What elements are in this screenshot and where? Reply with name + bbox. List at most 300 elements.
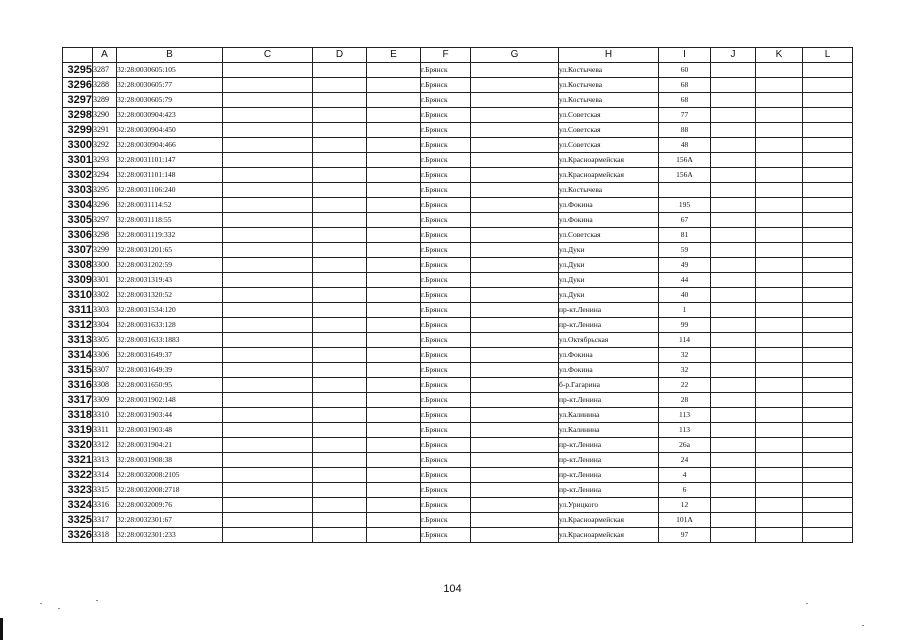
cell-f[interactable]: г.Брянск	[421, 78, 471, 93]
cell-h[interactable]: ул.Костычева	[559, 93, 659, 108]
cell-c[interactable]	[223, 123, 313, 138]
cell-j[interactable]	[711, 198, 756, 213]
cell-e[interactable]	[367, 303, 421, 318]
cell-c[interactable]	[223, 348, 313, 363]
cell-k[interactable]	[756, 93, 803, 108]
cell-k[interactable]	[756, 483, 803, 498]
cell-l[interactable]	[803, 318, 853, 333]
cell-f[interactable]: г.Брянск	[421, 63, 471, 78]
cell-d[interactable]	[313, 78, 367, 93]
row-number-cell[interactable]: 3326	[63, 528, 93, 543]
cell-l[interactable]	[803, 228, 853, 243]
cell-j[interactable]	[711, 78, 756, 93]
cell-a[interactable]: 3300	[93, 258, 117, 273]
cell-i[interactable]: 4	[659, 468, 711, 483]
row-number-cell[interactable]: 3309	[63, 273, 93, 288]
cell-j[interactable]	[711, 273, 756, 288]
cell-f[interactable]: г.Брянск	[421, 408, 471, 423]
cell-g[interactable]	[471, 513, 559, 528]
column-header[interactable]: D	[313, 48, 367, 63]
cell-h[interactable]: ул.Фокина	[559, 198, 659, 213]
cell-b[interactable]: 32:28:0031534:120	[117, 303, 223, 318]
cell-h[interactable]: ул.Фокина	[559, 348, 659, 363]
cell-f[interactable]: г.Брянск	[421, 423, 471, 438]
cell-i[interactable]: 156А	[659, 168, 711, 183]
cell-g[interactable]	[471, 123, 559, 138]
cell-f[interactable]: г.Брянск	[421, 183, 471, 198]
cell-l[interactable]	[803, 168, 853, 183]
cell-b[interactable]: 32:28:0031202:59	[117, 258, 223, 273]
cell-g[interactable]	[471, 423, 559, 438]
cell-c[interactable]	[223, 168, 313, 183]
cell-c[interactable]	[223, 408, 313, 423]
cell-b[interactable]: 32:28:0032301:67	[117, 513, 223, 528]
cell-f[interactable]: г.Брянск	[421, 468, 471, 483]
column-header[interactable]: C	[223, 48, 313, 63]
cell-g[interactable]	[471, 348, 559, 363]
cell-e[interactable]	[367, 408, 421, 423]
cell-g[interactable]	[471, 273, 559, 288]
cell-d[interactable]	[313, 183, 367, 198]
cell-f[interactable]: г.Брянск	[421, 528, 471, 543]
cell-g[interactable]	[471, 468, 559, 483]
cell-i[interactable]: 99	[659, 318, 711, 333]
cell-h[interactable]: пр-кт.Ленина	[559, 303, 659, 318]
row-number-cell[interactable]: 3322	[63, 468, 93, 483]
cell-i[interactable]	[659, 183, 711, 198]
cell-e[interactable]	[367, 243, 421, 258]
row-number-cell[interactable]: 3305	[63, 213, 93, 228]
row-number-cell[interactable]: 3303	[63, 183, 93, 198]
cell-h[interactable]: ул.Фокина	[559, 363, 659, 378]
cell-a[interactable]: 3310	[93, 408, 117, 423]
cell-b[interactable]: 32:28:0032301:233	[117, 528, 223, 543]
cell-g[interactable]	[471, 303, 559, 318]
cell-j[interactable]	[711, 213, 756, 228]
cell-d[interactable]	[313, 168, 367, 183]
cell-h[interactable]: пр-кт.Ленина	[559, 393, 659, 408]
cell-d[interactable]	[313, 108, 367, 123]
column-header[interactable]: A	[93, 48, 117, 63]
cell-c[interactable]	[223, 138, 313, 153]
cell-e[interactable]	[367, 198, 421, 213]
cell-i[interactable]: 24	[659, 453, 711, 468]
cell-h[interactable]: ул.Костычева	[559, 78, 659, 93]
cell-h[interactable]: пр-кт.Ленина	[559, 438, 659, 453]
cell-a[interactable]: 3294	[93, 168, 117, 183]
cell-c[interactable]	[223, 228, 313, 243]
cell-i[interactable]: 68	[659, 93, 711, 108]
cell-e[interactable]	[367, 363, 421, 378]
cell-j[interactable]	[711, 348, 756, 363]
cell-b[interactable]: 32:28:0031908:38	[117, 453, 223, 468]
cell-e[interactable]	[367, 108, 421, 123]
cell-k[interactable]	[756, 198, 803, 213]
cell-e[interactable]	[367, 423, 421, 438]
cell-a[interactable]: 3304	[93, 318, 117, 333]
row-number-cell[interactable]: 3302	[63, 168, 93, 183]
cell-f[interactable]: г.Брянск	[421, 303, 471, 318]
cell-j[interactable]	[711, 378, 756, 393]
cell-l[interactable]	[803, 363, 853, 378]
row-number-cell[interactable]: 3314	[63, 348, 93, 363]
cell-k[interactable]	[756, 423, 803, 438]
cell-b[interactable]: 32:28:0031649:39	[117, 363, 223, 378]
cell-c[interactable]	[223, 273, 313, 288]
cell-k[interactable]	[756, 453, 803, 468]
row-number-cell[interactable]: 3325	[63, 513, 93, 528]
cell-h[interactable]: ул.Калинина	[559, 423, 659, 438]
cell-l[interactable]	[803, 153, 853, 168]
cell-c[interactable]	[223, 498, 313, 513]
cell-d[interactable]	[313, 153, 367, 168]
cell-d[interactable]	[313, 483, 367, 498]
cell-a[interactable]: 3292	[93, 138, 117, 153]
cell-k[interactable]	[756, 273, 803, 288]
cell-h[interactable]: ул.Фокина	[559, 213, 659, 228]
cell-k[interactable]	[756, 498, 803, 513]
cell-h[interactable]: пр-кт.Ленина	[559, 318, 659, 333]
cell-a[interactable]: 3293	[93, 153, 117, 168]
cell-b[interactable]: 32:28:0030605:79	[117, 93, 223, 108]
cell-b[interactable]: 32:28:0032009:76	[117, 498, 223, 513]
cell-j[interactable]	[711, 168, 756, 183]
cell-i[interactable]: 67	[659, 213, 711, 228]
cell-l[interactable]	[803, 243, 853, 258]
cell-j[interactable]	[711, 363, 756, 378]
cell-a[interactable]: 3315	[93, 483, 117, 498]
cell-a[interactable]: 3311	[93, 423, 117, 438]
cell-d[interactable]	[313, 408, 367, 423]
cell-f[interactable]: г.Брянск	[421, 153, 471, 168]
cell-c[interactable]	[223, 438, 313, 453]
row-number-cell[interactable]: 3315	[63, 363, 93, 378]
cell-h[interactable]: ул.Советская	[559, 123, 659, 138]
cell-k[interactable]	[756, 363, 803, 378]
cell-i[interactable]: 59	[659, 243, 711, 258]
cell-i[interactable]: 48	[659, 138, 711, 153]
cell-i[interactable]: 68	[659, 78, 711, 93]
cell-a[interactable]: 3314	[93, 468, 117, 483]
cell-g[interactable]	[471, 333, 559, 348]
cell-l[interactable]	[803, 408, 853, 423]
cell-l[interactable]	[803, 498, 853, 513]
cell-j[interactable]	[711, 153, 756, 168]
row-number-cell[interactable]: 3301	[63, 153, 93, 168]
cell-g[interactable]	[471, 393, 559, 408]
row-number-cell[interactable]: 3320	[63, 438, 93, 453]
cell-g[interactable]	[471, 153, 559, 168]
cell-e[interactable]	[367, 453, 421, 468]
column-header[interactable]: F	[421, 48, 471, 63]
cell-a[interactable]: 3290	[93, 108, 117, 123]
cell-j[interactable]	[711, 513, 756, 528]
cell-c[interactable]	[223, 468, 313, 483]
cell-l[interactable]	[803, 108, 853, 123]
cell-c[interactable]	[223, 258, 313, 273]
cell-k[interactable]	[756, 378, 803, 393]
cell-k[interactable]	[756, 63, 803, 78]
cell-k[interactable]	[756, 153, 803, 168]
cell-g[interactable]	[471, 183, 559, 198]
cell-e[interactable]	[367, 333, 421, 348]
cell-f[interactable]: г.Брянск	[421, 198, 471, 213]
cell-b[interactable]: 32:28:0031650:95	[117, 378, 223, 393]
cell-l[interactable]	[803, 483, 853, 498]
cell-f[interactable]: г.Брянск	[421, 363, 471, 378]
cell-c[interactable]	[223, 528, 313, 543]
cell-k[interactable]	[756, 468, 803, 483]
column-header[interactable]: E	[367, 48, 421, 63]
cell-e[interactable]	[367, 123, 421, 138]
cell-a[interactable]: 3317	[93, 513, 117, 528]
cell-f[interactable]: г.Брянск	[421, 93, 471, 108]
cell-f[interactable]: г.Брянск	[421, 243, 471, 258]
cell-j[interactable]	[711, 438, 756, 453]
cell-b[interactable]: 32:28:0032008:2718	[117, 483, 223, 498]
cell-h[interactable]: ул.Калинина	[559, 408, 659, 423]
cell-d[interactable]	[313, 93, 367, 108]
cell-k[interactable]	[756, 318, 803, 333]
cell-c[interactable]	[223, 153, 313, 168]
cell-k[interactable]	[756, 333, 803, 348]
row-number-cell[interactable]: 3323	[63, 483, 93, 498]
cell-f[interactable]: г.Брянск	[421, 513, 471, 528]
cell-l[interactable]	[803, 303, 853, 318]
cell-h[interactable]: ул.Дуки	[559, 243, 659, 258]
cell-g[interactable]	[471, 198, 559, 213]
cell-d[interactable]	[313, 363, 367, 378]
cell-k[interactable]	[756, 168, 803, 183]
cell-f[interactable]: г.Брянск	[421, 213, 471, 228]
cell-b[interactable]: 32:28:0031633:128	[117, 318, 223, 333]
cell-h[interactable]: ул.Красноармейская	[559, 153, 659, 168]
cell-d[interactable]	[313, 393, 367, 408]
cell-d[interactable]	[313, 198, 367, 213]
cell-c[interactable]	[223, 78, 313, 93]
cell-f[interactable]: г.Брянск	[421, 378, 471, 393]
row-number-cell[interactable]: 3319	[63, 423, 93, 438]
cell-j[interactable]	[711, 63, 756, 78]
row-number-cell[interactable]: 3313	[63, 333, 93, 348]
cell-h[interactable]: ул.Советская	[559, 228, 659, 243]
cell-i[interactable]: 12	[659, 498, 711, 513]
column-header[interactable]: G	[471, 48, 559, 63]
cell-d[interactable]	[313, 333, 367, 348]
cell-e[interactable]	[367, 513, 421, 528]
cell-i[interactable]: 195	[659, 198, 711, 213]
cell-c[interactable]	[223, 363, 313, 378]
cell-d[interactable]	[313, 423, 367, 438]
cell-e[interactable]	[367, 183, 421, 198]
cell-d[interactable]	[313, 528, 367, 543]
cell-e[interactable]	[367, 138, 421, 153]
cell-f[interactable]: г.Брянск	[421, 138, 471, 153]
cell-l[interactable]	[803, 333, 853, 348]
cell-a[interactable]: 3291	[93, 123, 117, 138]
cell-l[interactable]	[803, 213, 853, 228]
cell-l[interactable]	[803, 198, 853, 213]
cell-k[interactable]	[756, 408, 803, 423]
cell-l[interactable]	[803, 63, 853, 78]
cell-j[interactable]	[711, 138, 756, 153]
column-header[interactable]: L	[803, 48, 853, 63]
cell-b[interactable]: 32:28:0031319:43	[117, 273, 223, 288]
cell-b[interactable]: 32:28:0031649:37	[117, 348, 223, 363]
cell-j[interactable]	[711, 318, 756, 333]
cell-l[interactable]	[803, 438, 853, 453]
cell-b[interactable]: 32:28:0030904:450	[117, 123, 223, 138]
cell-l[interactable]	[803, 138, 853, 153]
cell-j[interactable]	[711, 123, 756, 138]
cell-b[interactable]: 32:28:0030605:77	[117, 78, 223, 93]
cell-j[interactable]	[711, 183, 756, 198]
cell-d[interactable]	[313, 513, 367, 528]
row-number-cell[interactable]: 3311	[63, 303, 93, 318]
cell-c[interactable]	[223, 288, 313, 303]
cell-a[interactable]: 3305	[93, 333, 117, 348]
cell-i[interactable]: 40	[659, 288, 711, 303]
cell-h[interactable]: ул.Красноармейская	[559, 513, 659, 528]
cell-i[interactable]: 26а	[659, 438, 711, 453]
cell-b[interactable]: 32:28:0031320:52	[117, 288, 223, 303]
cell-h[interactable]: ул.Костычева	[559, 183, 659, 198]
cell-d[interactable]	[313, 318, 367, 333]
cell-h[interactable]: ул.Советская	[559, 138, 659, 153]
cell-d[interactable]	[313, 438, 367, 453]
cell-a[interactable]: 3288	[93, 78, 117, 93]
cell-d[interactable]	[313, 243, 367, 258]
cell-c[interactable]	[223, 213, 313, 228]
cell-h[interactable]: ул.Красноармейская	[559, 168, 659, 183]
cell-a[interactable]: 3298	[93, 228, 117, 243]
cell-j[interactable]	[711, 528, 756, 543]
cell-b[interactable]: 32:28:0031904:21	[117, 438, 223, 453]
cell-i[interactable]: 1	[659, 303, 711, 318]
cell-a[interactable]: 3302	[93, 288, 117, 303]
corner-cell[interactable]	[63, 48, 93, 63]
cell-i[interactable]: 49	[659, 258, 711, 273]
cell-d[interactable]	[313, 348, 367, 363]
cell-b[interactable]: 32:28:0031903:44	[117, 408, 223, 423]
cell-b[interactable]: 32:28:0031633:1883	[117, 333, 223, 348]
cell-k[interactable]	[756, 243, 803, 258]
cell-g[interactable]	[471, 168, 559, 183]
cell-c[interactable]	[223, 318, 313, 333]
cell-k[interactable]	[756, 393, 803, 408]
cell-f[interactable]: г.Брянск	[421, 258, 471, 273]
cell-g[interactable]	[471, 378, 559, 393]
cell-c[interactable]	[223, 243, 313, 258]
cell-j[interactable]	[711, 483, 756, 498]
cell-e[interactable]	[367, 258, 421, 273]
cell-d[interactable]	[313, 498, 367, 513]
cell-h[interactable]: ул.Дуки	[559, 273, 659, 288]
row-number-cell[interactable]: 3298	[63, 108, 93, 123]
cell-d[interactable]	[313, 63, 367, 78]
cell-l[interactable]	[803, 423, 853, 438]
cell-j[interactable]	[711, 288, 756, 303]
cell-j[interactable]	[711, 108, 756, 123]
cell-i[interactable]: 113	[659, 408, 711, 423]
cell-i[interactable]: 113	[659, 423, 711, 438]
cell-e[interactable]	[367, 273, 421, 288]
cell-l[interactable]	[803, 258, 853, 273]
cell-g[interactable]	[471, 483, 559, 498]
cell-a[interactable]: 3299	[93, 243, 117, 258]
cell-f[interactable]: г.Брянск	[421, 393, 471, 408]
cell-b[interactable]: 32:28:0030605:105	[117, 63, 223, 78]
row-number-cell[interactable]: 3321	[63, 453, 93, 468]
cell-k[interactable]	[756, 108, 803, 123]
cell-f[interactable]: г.Брянск	[421, 123, 471, 138]
column-header[interactable]: K	[756, 48, 803, 63]
cell-c[interactable]	[223, 393, 313, 408]
cell-l[interactable]	[803, 288, 853, 303]
cell-c[interactable]	[223, 183, 313, 198]
cell-i[interactable]: 101А	[659, 513, 711, 528]
cell-h[interactable]: пр-кт.Ленина	[559, 468, 659, 483]
cell-g[interactable]	[471, 408, 559, 423]
cell-k[interactable]	[756, 138, 803, 153]
cell-e[interactable]	[367, 528, 421, 543]
row-number-cell[interactable]: 3307	[63, 243, 93, 258]
cell-g[interactable]	[471, 228, 559, 243]
cell-g[interactable]	[471, 318, 559, 333]
cell-l[interactable]	[803, 378, 853, 393]
cell-c[interactable]	[223, 108, 313, 123]
cell-c[interactable]	[223, 378, 313, 393]
row-number-cell[interactable]: 3297	[63, 93, 93, 108]
cell-l[interactable]	[803, 393, 853, 408]
cell-g[interactable]	[471, 438, 559, 453]
cell-a[interactable]: 3309	[93, 393, 117, 408]
cell-i[interactable]: 44	[659, 273, 711, 288]
cell-g[interactable]	[471, 138, 559, 153]
cell-f[interactable]: г.Брянск	[421, 318, 471, 333]
cell-h[interactable]: ул.Октябрьская	[559, 333, 659, 348]
cell-i[interactable]: 81	[659, 228, 711, 243]
cell-e[interactable]	[367, 438, 421, 453]
cell-d[interactable]	[313, 303, 367, 318]
cell-i[interactable]: 114	[659, 333, 711, 348]
cell-k[interactable]	[756, 78, 803, 93]
cell-b[interactable]: 32:28:0031902:148	[117, 393, 223, 408]
cell-k[interactable]	[756, 288, 803, 303]
cell-f[interactable]: г.Брянск	[421, 108, 471, 123]
cell-f[interactable]: г.Брянск	[421, 453, 471, 468]
cell-b[interactable]: 32:28:0032008:2105	[117, 468, 223, 483]
cell-i[interactable]: 22	[659, 378, 711, 393]
cell-j[interactable]	[711, 408, 756, 423]
cell-j[interactable]	[711, 393, 756, 408]
cell-i[interactable]: 77	[659, 108, 711, 123]
cell-b[interactable]: 32:28:0031101:147	[117, 153, 223, 168]
cell-a[interactable]: 3303	[93, 303, 117, 318]
row-number-cell[interactable]: 3304	[63, 198, 93, 213]
cell-c[interactable]	[223, 453, 313, 468]
cell-e[interactable]	[367, 498, 421, 513]
cell-i[interactable]: 6	[659, 483, 711, 498]
cell-i[interactable]: 60	[659, 63, 711, 78]
row-number-cell[interactable]: 3316	[63, 378, 93, 393]
cell-k[interactable]	[756, 183, 803, 198]
cell-b[interactable]: 32:28:0030904:466	[117, 138, 223, 153]
cell-j[interactable]	[711, 498, 756, 513]
cell-h[interactable]: ул.Дуки	[559, 258, 659, 273]
cell-c[interactable]	[223, 513, 313, 528]
cell-i[interactable]: 88	[659, 123, 711, 138]
